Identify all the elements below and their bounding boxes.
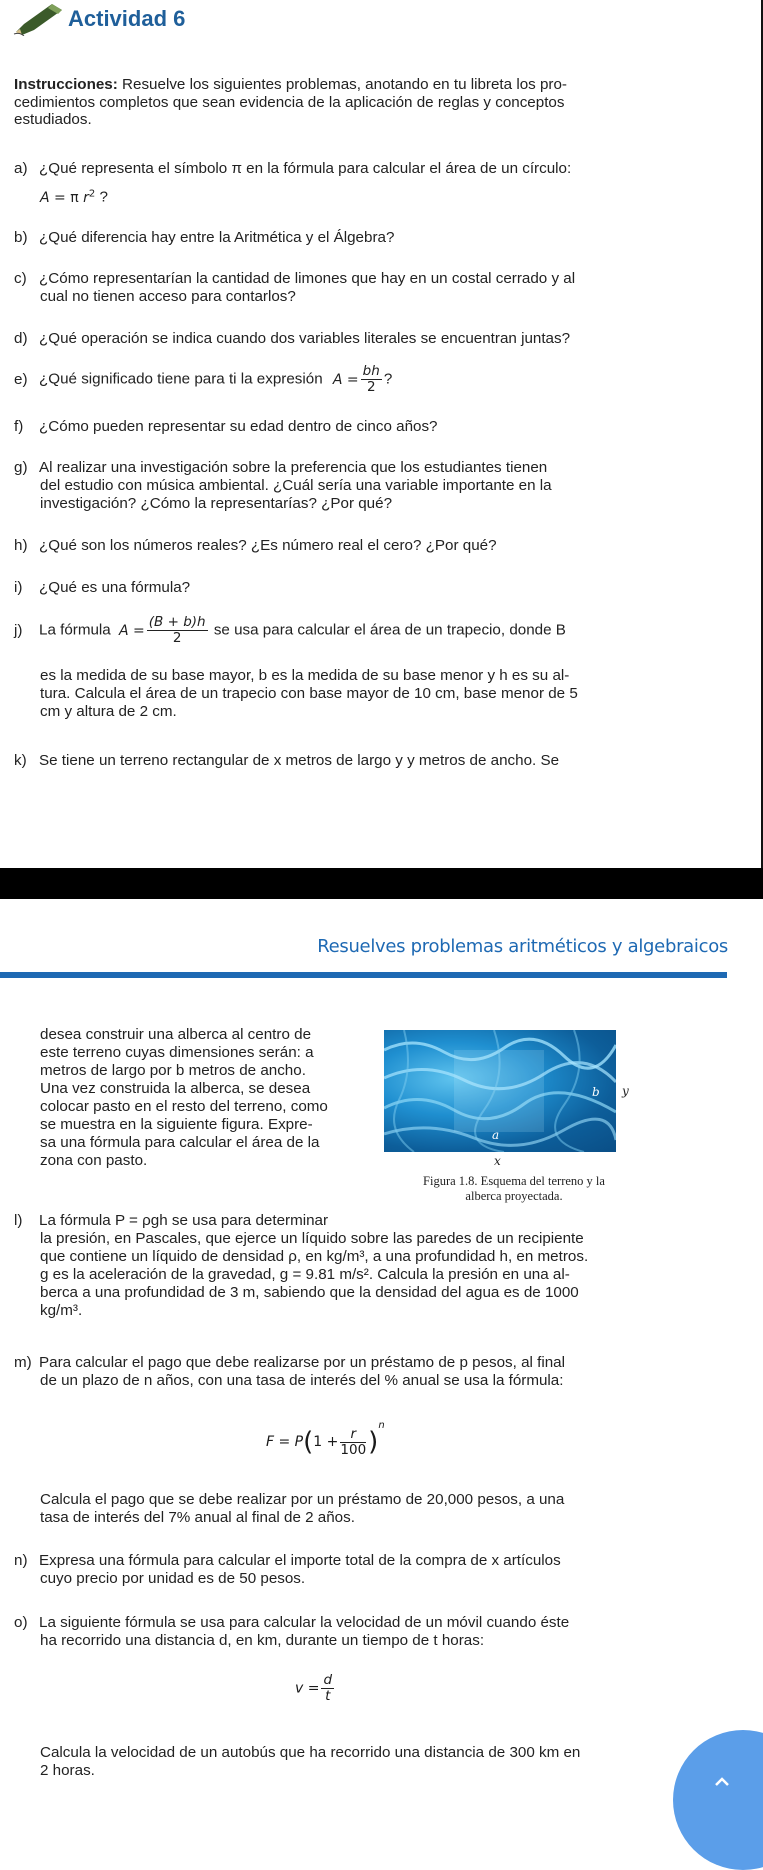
question-letter: c): [14, 270, 27, 287]
question-j-cont: [14, 685, 675, 703]
question-text: de un plazo de n años, con una tasa de interés del % anual se usa la fórmula:: [40, 1372, 564, 1389]
question-c: [14, 270, 649, 288]
question-text: cm y altura de 2 cm.: [40, 703, 177, 720]
question-d: [14, 330, 649, 348]
question-text: La fórmula P = ρgh se usa para determinar: [39, 1212, 329, 1229]
question-n: [14, 1552, 649, 1570]
caption-line: alberca proyectada.: [465, 1189, 563, 1203]
question-text: cuyo precio por unidad es de 50 pesos.: [40, 1570, 306, 1587]
text-line: colocar pasto en el resto del terreno, como: [40, 1098, 328, 1115]
question-text: se usa para calcular el área de un trapecio, donde B: [213, 621, 566, 639]
question-text: Expresa una fórmula para calcular el importe total de la compra de x artículos: [39, 1552, 561, 1569]
fraction: [321, 1673, 334, 1704]
fraction-num: bh: [362, 363, 380, 379]
question-text: ¿Qué operación se indica cuando dos variables literales se encuentran juntas?: [39, 330, 571, 347]
formula-var: r: [83, 189, 89, 206]
formula-op: = π: [49, 189, 79, 206]
instructions-text: Resuelve los siguientes problemas, anotando en tu libreta los pro-cedimientos completos que sean evidencia de la aplicación de reglas y conceptos estudiados.: [14, 76, 567, 128]
question-text: tura. Calcula el área de un trapecio con base mayor de 10 cm, base menor de 5: [40, 685, 578, 702]
question-a-formula: [14, 185, 675, 207]
question-letter: i): [14, 579, 23, 596]
question-text: ¿Cómo pueden representar su edad dentro de cinco años?: [39, 418, 438, 435]
activity-title: Actividad 6: [68, 6, 186, 31]
question-i: [14, 579, 649, 597]
figure-caption: [404, 1174, 624, 1204]
pool-label-b: b: [592, 1085, 600, 1099]
question-a: [14, 160, 649, 178]
question-text: Al realizar una investigación sobre la preferencia que los estudiantes tienen: [39, 459, 548, 476]
terrain-label-y: y: [622, 1084, 629, 1098]
question-letter: k): [14, 752, 27, 769]
fraction: [361, 364, 382, 395]
question-f: [14, 418, 649, 436]
question-text: 2 horas.: [40, 1762, 95, 1779]
fraction-num: r: [340, 1427, 366, 1443]
question-letter: b): [14, 229, 28, 246]
question-text: ¿Qué significado tiene para ti la expresión: [39, 370, 323, 388]
question-g-cont: [14, 495, 675, 513]
fraction-den: t: [325, 1688, 331, 1704]
pool-figure: [384, 1030, 629, 1168]
question-text: La fórmula: [39, 621, 111, 639]
question-text: ¿Qué son los números reales? ¿Es número real el cero? ¿Por qué?: [39, 537, 497, 554]
water-caustics: [384, 1030, 616, 1152]
question-letter: n): [14, 1552, 28, 1569]
fraction: [147, 615, 208, 646]
chevron-up-icon: [714, 1776, 730, 1786]
fraction-num: d: [323, 1672, 333, 1688]
question-g-cont: [14, 477, 675, 495]
question-text: investigación? ¿Cómo la representarías? ¿Por qué?: [40, 495, 393, 512]
section-divider: [0, 972, 727, 978]
text-line: este terreno cuyas dimensiones serán: a: [40, 1044, 314, 1061]
question-text: g es la aceleración de la gravedad, g = 9.81 m/s². Calcula la presión en una al-: [40, 1266, 570, 1283]
text-line: zona con pasto.: [40, 1152, 148, 1169]
fraction-den: 100: [340, 1441, 367, 1458]
question-text: cual no tienen acceso para contarlos?: [40, 288, 296, 305]
section-title: Resuelves problemas aritméticos y algebraicos: [317, 936, 728, 957]
question-m: [14, 1354, 649, 1372]
question-letter: g): [14, 459, 28, 476]
question-o: [14, 1614, 649, 1632]
question-letter: d): [14, 330, 28, 347]
question-text: del estudio con música ambiental. ¿Cuál sería una variable importante en la: [40, 477, 552, 494]
question-text: tasa de interés del 7% anual al final de 2 años.: [40, 1509, 355, 1526]
question-text: berca a una profundidad de 3 m, sabiendo que la densidad del agua es de 1000: [40, 1284, 579, 1301]
question-text: es la medida de su base mayor, b es la medida de su base menor y h es su al-: [40, 667, 570, 684]
formula-exp: n: [378, 1420, 385, 1431]
fraction-den: 2: [172, 630, 182, 646]
formula-end: ?: [95, 188, 108, 206]
question-g: [14, 459, 649, 477]
pool-image: [384, 1030, 616, 1152]
page-corner-circle: [673, 1730, 763, 1870]
question-e: [14, 364, 649, 395]
formula-var: A: [40, 189, 50, 206]
formula-lhs: F = P: [266, 1434, 304, 1450]
question-l: [14, 1212, 649, 1230]
formula-op: 1 +: [313, 1434, 339, 1450]
question-letter: m): [14, 1354, 32, 1371]
question-c-cont: [14, 288, 675, 306]
formula-lhs: v =: [295, 1680, 320, 1697]
question-k: [14, 752, 649, 770]
question-letter: l): [14, 1212, 23, 1229]
fraction: [340, 1427, 366, 1458]
question-text: que contiene un líquido de densidad ρ, en kg/m³, a una profundidad h, en metros.: [40, 1248, 589, 1265]
page-1: [0, 0, 763, 868]
question-letter: a): [14, 160, 28, 177]
question-text: ¿Qué representa el símbolo π en la fórmula para calcular el área de un círculo:: [39, 160, 572, 177]
pool-label-a: a: [492, 1128, 500, 1142]
question-text: ¿Cómo representarían la cantidad de limones que hay en un costal cerrado y al: [39, 270, 576, 287]
terrain-label-x: x: [494, 1154, 501, 1168]
question-text: ha recorrido una distancia d, en km, durante un tiempo de t horas:: [40, 1632, 485, 1649]
question-j-cont: [14, 703, 675, 721]
instructions: [14, 76, 646, 129]
question-text: la presión, en Pascales, que ejerce un líquido sobre las paredes de un recipiente: [40, 1230, 584, 1247]
fraction-num: (B + b)h: [148, 614, 206, 630]
question-letter: h): [14, 537, 28, 554]
question-j: [14, 615, 649, 646]
text-line: sa una fórmula para calcular el área de la: [40, 1134, 320, 1151]
formula-exp: 2: [88, 188, 96, 199]
formula-m: F = P(1 + $\frac{r}{100}$ )$^n$: [266, 1420, 385, 1458]
formula-lhs: A =: [332, 371, 359, 388]
pencil-icon: [12, 2, 64, 36]
question-letter: e): [14, 370, 28, 388]
question-j-cont: [14, 667, 675, 685]
question-letter: j): [14, 621, 23, 639]
question-text: Se tiene un terreno rectangular de x metros de largo y y metros de ancho. Se: [39, 752, 560, 769]
question-text: Calcula el pago que se debe realizar por un préstamo de 20,000 pesos, a una: [40, 1491, 565, 1508]
question-text: ¿Qué es una fórmula?: [39, 579, 191, 596]
instructions-label: Instrucciones:: [14, 76, 118, 93]
question-text: La siguiente fórmula se usa para calcular la velocidad de un móvil cuando éste: [39, 1614, 570, 1631]
question-end: ?: [383, 370, 393, 388]
question-text: ¿Qué diferencia hay entre la Aritmética y el Álgebra?: [39, 229, 395, 246]
text-line: se muestra en la siguiente figura. Expre-: [40, 1116, 313, 1133]
question-letter: o): [14, 1614, 28, 1631]
text-line: metros de largo por b metros de ancho.: [40, 1062, 306, 1079]
question-b: [14, 229, 649, 247]
question-text: Para calcular el pago que debe realizarse por un préstamo de p pesos, al final: [39, 1354, 565, 1371]
question-text: kg/m³.: [40, 1302, 83, 1319]
caption-line: Figura 1.8. Esquema del terreno y la: [423, 1174, 605, 1188]
text-line: desea construir una alberca al centro de: [40, 1026, 312, 1043]
question-letter: f): [14, 418, 24, 435]
formula-o: [295, 1673, 336, 1704]
question-text: Calcula la velocidad de un autobús que ha recorrido una distancia de 300 km en: [40, 1744, 581, 1761]
text-line: Una vez construida la alberca, se desea: [40, 1080, 311, 1097]
formula-lhs: A =: [119, 622, 145, 639]
question-h: [14, 537, 649, 555]
fraction-den: 2: [366, 379, 376, 395]
page-separator: [0, 868, 763, 899]
